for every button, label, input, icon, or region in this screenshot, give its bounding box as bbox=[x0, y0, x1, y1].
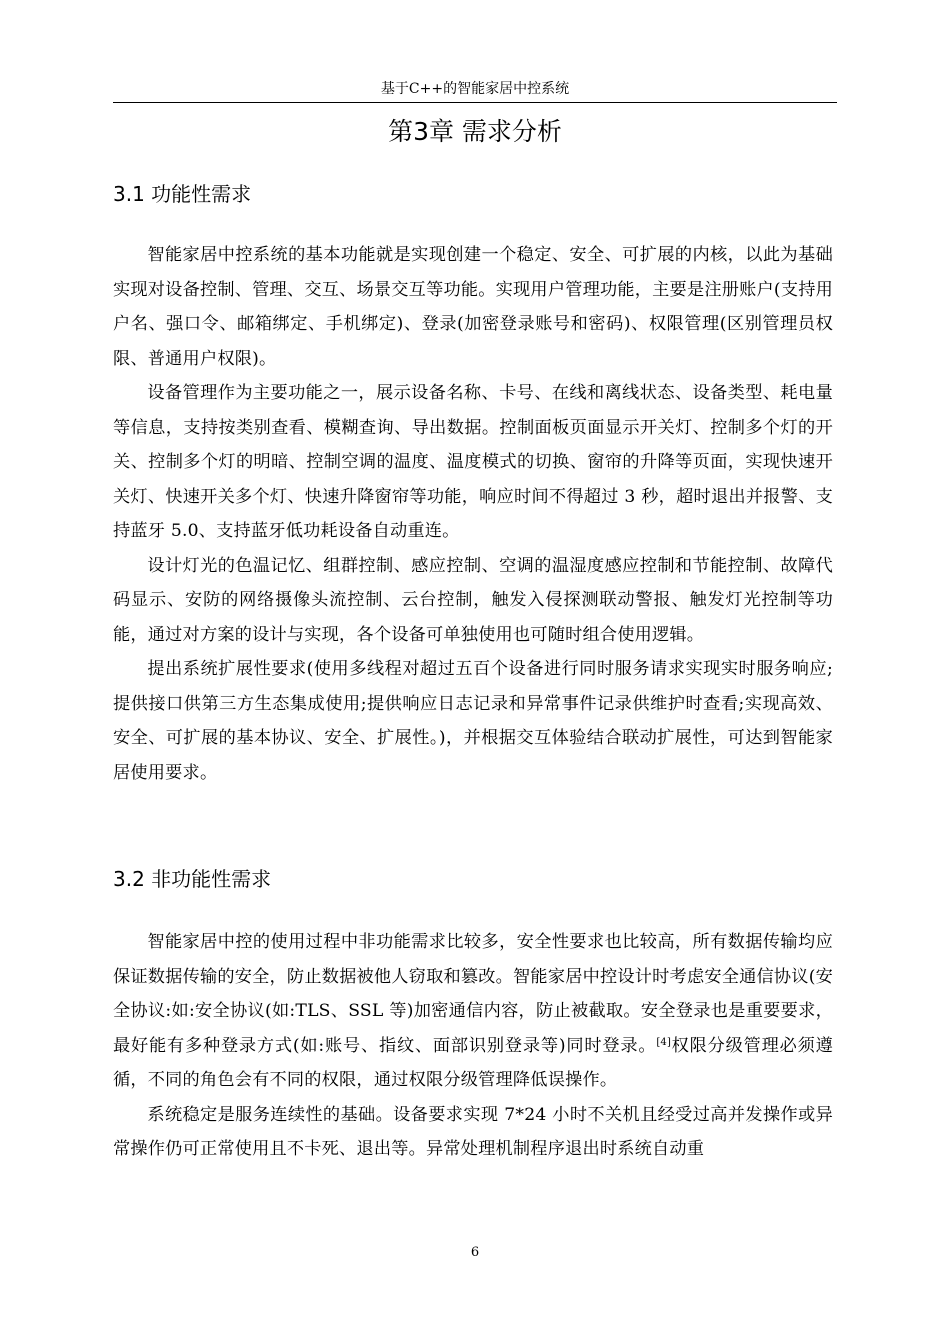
header-rule bbox=[113, 102, 837, 103]
paragraph: 提出系统扩展性要求(使用多线程对超过五百个设备进行同时服务请求实现实时服务响应;提供接口供第三方生态集成使用;提供响应日志记录和异常事件记录供维护时查看;实现高效、安全、可扩展的基本协议、安全、扩展性。)，并根据交互体验结合联动扩展性，可达到智能家居使用要求。 bbox=[113, 659, 833, 783]
citation-ref[interactable]: [4] bbox=[656, 1036, 672, 1048]
section-heading-3-1: 3.1 功能性需求 bbox=[113, 182, 252, 206]
running-header: 基于C++的智能家居中控系统 bbox=[380, 81, 570, 97]
paragraph-text: 权限分级管理必须遵循，不同的角色会有不同的权限，通过权限分级管理降低误操作。 bbox=[113, 1035, 833, 1090]
paragraph: 系统稳定是服务连续性的基础。设备要求实现 7*24 小时不关机且经受过高并发操作或异常操作仍可正常使用且不卡死、退出等。异常处理机制程序退出时系统自动重 bbox=[113, 1104, 833, 1159]
paragraph: 设计灯光的色温记忆、组群控制、感应控制、空调的温湿度感应控制和节能控制、故障代码显示、安防的网络摄像头流控制、云台控制，触发入侵探测联动警报、触发灯光控制等功能，通过对方案的设计与实现，各个设备可单独使用也可随时组合使用逻辑。 bbox=[113, 555, 833, 645]
chapter-title: 第3章 需求分析 bbox=[388, 117, 562, 146]
paragraph bbox=[113, 925, 833, 1098]
paragraph-text: 智能家居中控的使用过程中非功能需求比较多，安全性要求也比较高，所有数据传输均应保证数据传输的安全，防止数据被他人窃取和篡改。智能家居中控设计时考虑安全通信协议(安全协议:如:安全协议(如:TLS、SSL 等)加密通信内容，防止被截取。安全登录也是重要要求，最好能有多种登录方式(如:账号、指纹、面部识别登录等)同时登录。 bbox=[113, 932, 833, 1056]
paragraph: 智能家居中控系统的基本功能就是实现创建一个稳定、安全、可扩展的内核，以此为基础实现对设备控制、管理、交互、场景交互等功能。实现用户管理功能，主要是注册账户(支持用户名、强口令、邮箱绑定、手机绑定)、登录(加密登录账号和密码)、权限管理(区别管理员权限、普通用户权限)。 bbox=[113, 245, 833, 369]
section-3-1-body bbox=[113, 238, 833, 790]
page-number: 6 bbox=[470, 1245, 480, 1260]
section-heading-3-2: 3.2 非功能性需求 bbox=[113, 867, 272, 891]
section-3-2-body bbox=[113, 925, 833, 1167]
paragraph: 设备管理作为主要功能之一，展示设备名称、卡号、在线和离线状态、设备类型、耗电量等信息，支持按类别查看、模糊查询、导出数据。控制面板页面显示开关灯、控制多个灯的开关、控制多个灯的明暗、控制空调的温度、温度模式的切换、窗帘的升降等页面，实现快速开关灯、快速开关多个灯、快速升降窗帘等功能，响应时间不得超过 3 秒，超时退出并报警、支持蓝牙 5.0、支持蓝牙低功耗设备自动重连。 bbox=[113, 383, 833, 541]
